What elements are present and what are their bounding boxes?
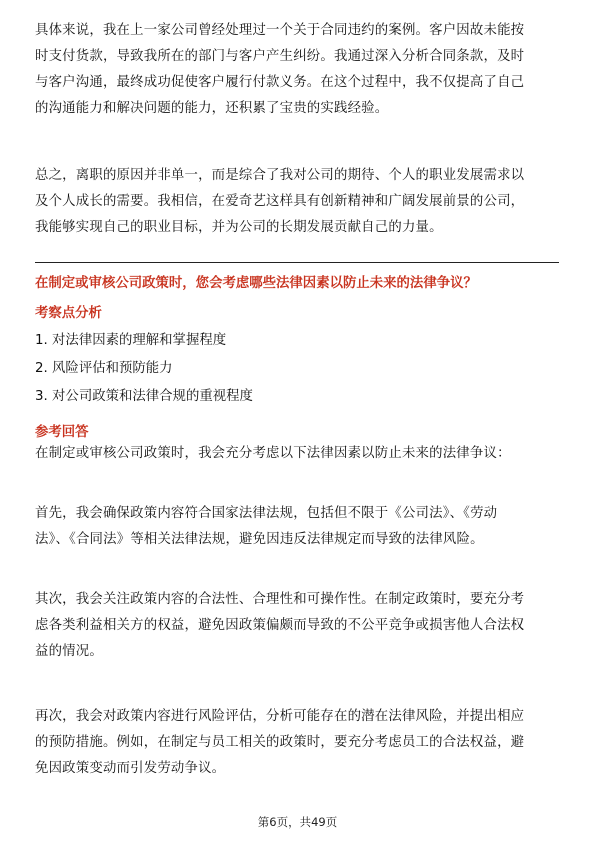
- question-title: 在制定或审核公司政策时，您会考虑哪些法律因素以防止未来的法律争议？: [35, 276, 477, 291]
- text-line: 的预防措施。例如，在制定与员工相关的政策时，要充分考虑员工的合法权益，避: [35, 735, 525, 750]
- text-line: 免因政策变动而引发劳动争议。: [35, 761, 226, 776]
- text-line: 法》、《合同法》等相关法律法规，避免因违反法律规定而导致的法律风险。: [35, 532, 484, 547]
- text-line: 的沟通能力和解决问题的能力，还积累了宝贵的实践经验。: [35, 101, 389, 116]
- intro-paragraph-2: [35, 163, 559, 241]
- analysis-heading: 考察点分析: [35, 306, 102, 321]
- text-line: 及个人成长的需要。我相信，在爱奇艺这样具有创新精神和广阔发展前景的公司，: [35, 194, 525, 209]
- answer-paragraph-1: [35, 441, 559, 467]
- analysis-point: 1. 对法律因素的理解和掌握程度: [35, 333, 227, 348]
- answer-paragraph-2: [35, 501, 559, 553]
- text-line: 具体来说，我在上一家公司曾经处理过一个关于合同违约的案例。客户因故未能按: [35, 23, 525, 38]
- answer-paragraph-3: [35, 587, 559, 665]
- intro-paragraph-1: [35, 18, 559, 122]
- text-line: 时支付货款，导致我所在的部门与客户产生纠纷。我通过深入分析合同条款，及时: [35, 49, 525, 64]
- text-line: 与客户沟通，最终成功促使客户履行付款义务。在这个过程中，我不仅提高了自己: [35, 75, 525, 90]
- section-divider: [35, 262, 559, 263]
- analysis-point: 2. 风险评估和预防能力: [35, 361, 173, 376]
- page-number: 第6页，共49页: [257, 815, 338, 829]
- text-line: 在制定或审核公司政策时，我会充分考虑以下法律因素以防止未来的法律争议：: [35, 446, 511, 461]
- text-line: 再次，我会对政策内容进行风险评估，分析可能存在的潜在法律风险，并提出相应: [35, 709, 525, 724]
- text-line: 总之，离职的原因并非单一，而是综合了我对公司的期待、个人的职业发展需求以: [35, 168, 525, 183]
- text-line: 虑各类利益相关方的权益，避免因政策偏颇而导致的不公平竞争或损害他人合法权: [35, 618, 525, 633]
- text-line: 首先，我会确保政策内容符合国家法律法规，包括但不限于《公司法》、《劳动: [35, 506, 498, 521]
- answer-heading: 参考回答: [35, 425, 89, 440]
- answer-paragraph-4: [35, 704, 559, 782]
- text-line: 我能够实现自己的职业目标，并为公司的长期发展贡献自己的力量。: [35, 220, 443, 235]
- text-line: 其次，我会关注政策内容的合法性、合理性和可操作性。在制定政策时，要充分考: [35, 592, 525, 607]
- analysis-point: 3. 对公司政策和法律合规的重视程度: [35, 389, 253, 404]
- text-line: 益的情况。: [35, 644, 103, 659]
